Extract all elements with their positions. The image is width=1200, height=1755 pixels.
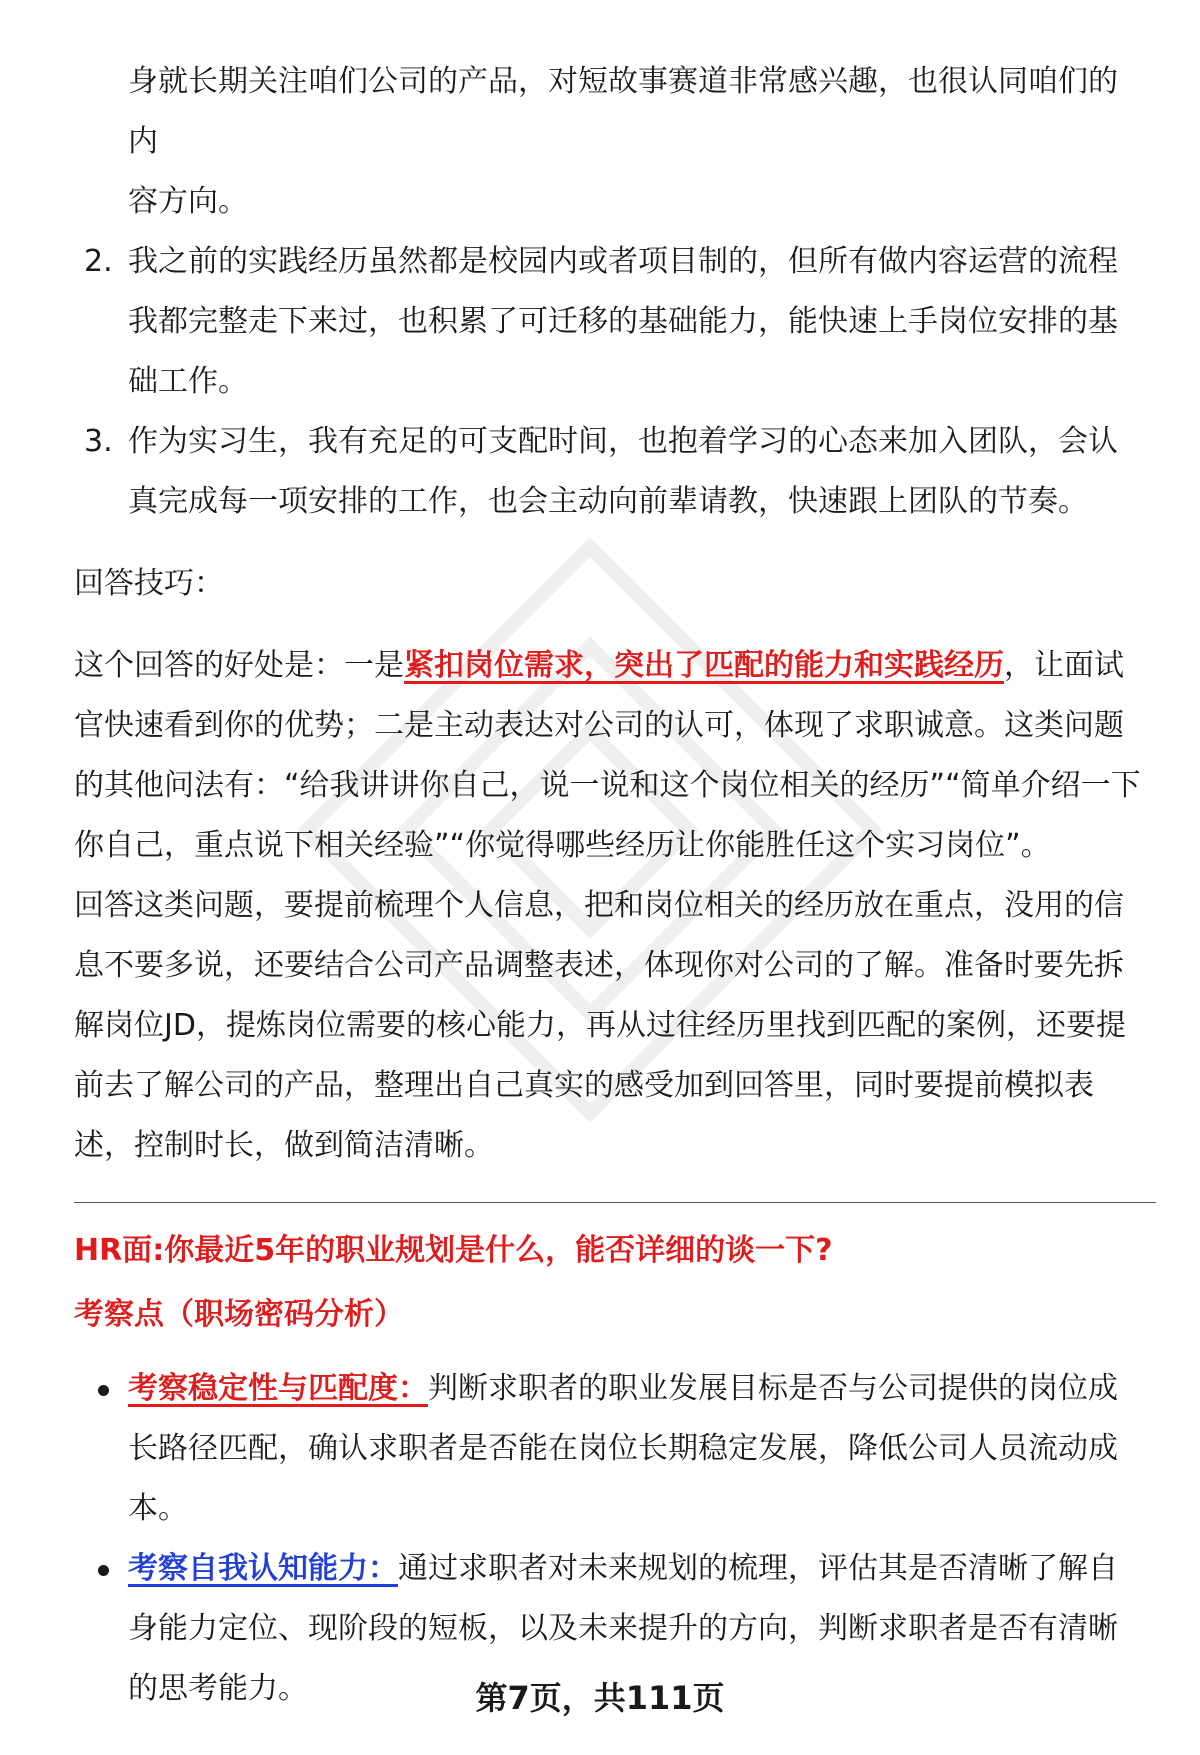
hr-question-subtitle: 考察点（职场密码分析） — [74, 1297, 404, 1332]
bullet-dot-icon — [98, 1565, 109, 1576]
tips-heading: 回答技巧： — [74, 566, 224, 601]
tips-paragraph-2: 回答这类问题，要提前梳理个人信息，把和岗位相关的经历放在重点，没用的信息不要多说，还要结合公司产品调整表述，体现你对公司的了解。准备时要先拆解岗位JD，提炼岗位需要的核心能力，再从过往经历里找到匹配的案例，还要提前去了解公司的产品，整理出自己真实的感受加到回答里，同时要提前模拟表述，控制时长，做到简洁清晰。 — [74, 888, 1126, 1163]
bullet-dot-icon — [98, 1385, 109, 1396]
page-number-footer: 第7页，共111页 — [475, 1679, 725, 1717]
point-number: 2. — [84, 244, 113, 279]
bullet-label: 考察稳定性与匹配度： — [128, 1371, 428, 1406]
assessment-bullet-stability — [74, 1359, 1144, 1539]
bullet-text: 通过求职者对未来规划的梳理，评估其是否清晰了解自身能力定位、现阶段的短板，以及未来提升的方向，判断求职者是否有清晰的思考能力。 — [128, 1551, 1118, 1706]
bullet-text: 判断求职者的职业发展目标是否与公司提供的岗位成长路径匹配，确认求职者是否能在岗位长期稳定发展，降低公司人员流动成本。 — [128, 1371, 1118, 1526]
numbered-point-3 — [74, 412, 1144, 532]
point-text: 作为实习生，我有充足的可支配时间，也抱着学习的心态来加入团队，会认真完成每一项安排的工作，也会主动向前辈请教，快速跟上团队的节奏。 — [128, 424, 1118, 519]
document-body — [74, 52, 1144, 1719]
intro-continuation-line-1: 身就长期关注咱们公司的产品，对短故事赛道非常感兴趣，也很认同咱们的内 — [128, 64, 1118, 159]
numbered-point-2 — [74, 232, 1144, 412]
tips-paragraph-1 — [74, 636, 1144, 876]
point-text: 我之前的实践经历虽然都是校园内或者项目制的，但所有做内容运营的流程我都完整走下来过，也积累了可迁移的基础能力，能快速上手岗位安排的基础工作。 — [128, 244, 1118, 399]
hr-question-title: HR面:你最近5年的职业规划是什么，能否详细的谈一下? — [74, 1233, 833, 1268]
tips-para1-highlight: 紧扣岗位需求，突出了匹配的能力和实践经历 — [404, 648, 1004, 683]
section-divider — [74, 1202, 1156, 1203]
bullet-label: 考察自我认知能力： — [128, 1551, 398, 1586]
tips-para1-suffix: ，让面试官快速看到你的优势；二是主动表达对公司的认可，体现了求职诚意。这类问题的其他问法有：“给我讲讲你自己，说一说和这个岗位相关的经历”“简单介绍一下你自己，重点说下相关经验”“你觉得哪些经历让你能胜任这个实习岗位”。 — [74, 648, 1141, 863]
intro-continuation-line-2: 容方向。 — [128, 184, 248, 219]
point-number: 3. — [84, 424, 113, 459]
tips-para1-prefix: 这个回答的好处是：一是 — [74, 648, 404, 683]
